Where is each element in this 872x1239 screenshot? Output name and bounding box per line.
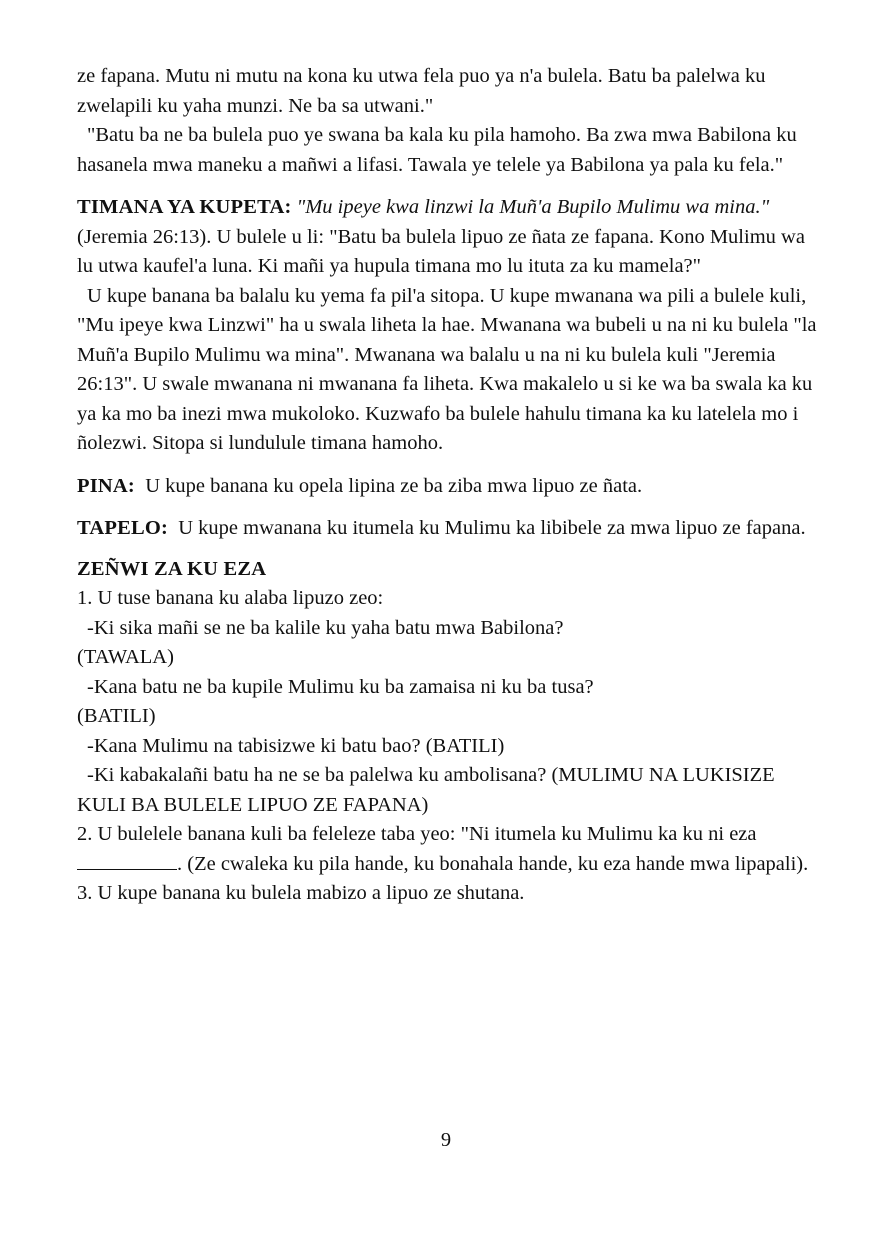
- text-column: [77, 62, 817, 909]
- intro-paragraph-1: ze fapana. Mutu ni mutu na kona ku utwa fela puo ya n'a bulela. Batu ba palelwa ku zwelapili ku yaha munzi. Ne ba sa utwani.": [77, 65, 766, 117]
- fill-in-blank-line: [77, 852, 177, 870]
- zenwi-heading: ZEÑWI ZA KU EZA: [77, 557, 267, 580]
- tapelo-heading: TAPELO:: [77, 517, 168, 539]
- page-number: 9: [440, 1129, 452, 1151]
- timana-quote: "Mu ipeye kwa linzwi la Muñ'a Bupilo Mulimu wa mina.": [296, 196, 770, 218]
- tapelo-text: U kupe mwanana ku itumela ku Mulimu ka libibele za mwa lipuo ze fapana.: [178, 517, 806, 539]
- zenwi-item-1: 1. U tuse banana ku alaba lipuzo zeo:: [77, 587, 384, 609]
- pina-heading: PINA:: [77, 474, 135, 497]
- intro-paragraph-2: "Batu ba ne ba bulela puo ye swana ba kala ku pila hamoho. Ba zwa mwa Babilona ku hasanela mwa maneku a mañwi a lifasi. Tawala ye telele ya Babilona ya pala ku fela.": [77, 124, 797, 176]
- pina-paragraph: [77, 472, 817, 502]
- zenwi-question-1: -Ki sika mañi se ne ba kalile ku yaha batu mwa Babilona?: [87, 616, 564, 639]
- zenwi-answer-2: (BATILI): [77, 705, 156, 727]
- zenwi-question-3: -Kana Mulimu na tabisizwe ki batu bao? (BATILI): [87, 734, 505, 757]
- zenwi-item-2: [77, 820, 817, 879]
- tapelo-paragraph: [77, 514, 817, 544]
- timana-reference-text: (Jeremia 26:13). U bulele u li: "Batu ba bulela lipuo ze ñata ze fapana. Kono Mulimu wa lu utwa kaufel'a luna. Ki mañi ya hupula timana mo lu ituta za ku mamela?": [77, 225, 805, 277]
- timana-heading: TIMANA YA KUPETA:: [77, 196, 292, 218]
- zenwi-item-3: 3. U kupe banana ku bulela mabizo a lipuo ze shutana.: [77, 882, 525, 904]
- zenwi-answer-1: (TAWALA): [77, 646, 174, 668]
- zenwi-question-4: -Ki kabakalañi batu ha ne se ba palelwa ku ambolisana? (MULIMU NA LUKISIZE KULI BA BULELE LIPUO ZE FAPANA): [77, 764, 775, 816]
- pina-text: U kupe banana ku opela lipina ze ba ziba mwa lipuo ze ñata.: [145, 474, 643, 497]
- item-2-prompt: 2. U bulelele banana kuli ba feleleze taba yeo: "Ni itumela ku Mulimu ka ku ni eza: [77, 823, 757, 845]
- zenwi-question-2: -Kana batu ne ba kupile Mulimu ku ba zamaisa ni ku ba tusa?: [87, 675, 594, 698]
- item-2-continuation: . (Ze cwaleka ku pila hande, ku bonahala hande, ku eza hande mwa lipapali).: [177, 852, 809, 875]
- timana-body: U kupe banana ba balalu ku yema fa pil'a sitopa. U kupe mwanana wa pili a bulele kuli, "Mu ipeye kwa Linzwi" ha u swala liheta la hae. Mwanana wa bubeli u na ni ku bulela "la Muñ'a Bupilo Mulimu wa mina". Mwanana wa balalu u na ni ku bulela kuli "Jeremia 26:13". U swale mwanana ni mwanana fa liheta. Kwa makalelo u si ke wa ba swala ka ku ya ka mo ba inezi mwa mukoloko. Kuzwafo ba bulele hahulu timana ka ku latelela mo i ñolezwi. Sitopa si lundulule timana hamoho.: [77, 284, 817, 454]
- timana-paragraph: [77, 193, 817, 282]
